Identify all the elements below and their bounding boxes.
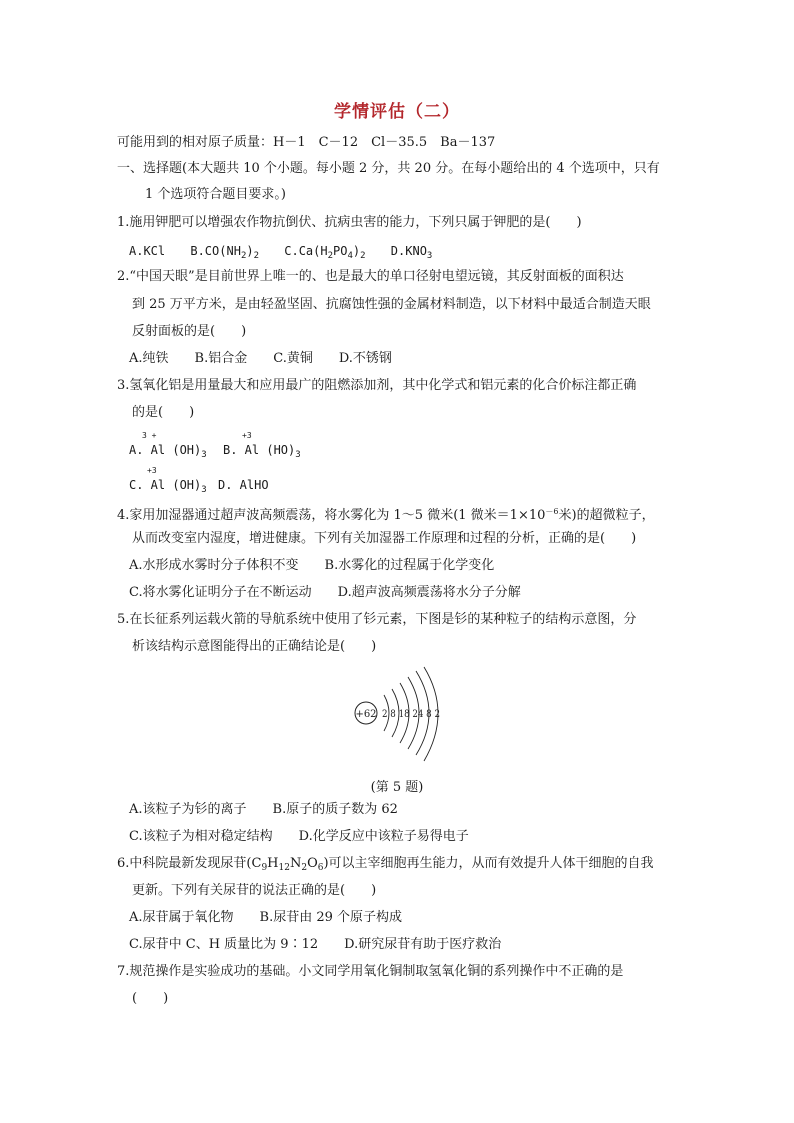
question-5-options-ab: A.该粒子为钐的离子 B.原子的质子数为 62 (129, 802, 398, 817)
question-5-line1: 5.在长征系列运载火箭的导航系统中使用了钐元素，下图是钐的某种粒子的结构示意图，分 (117, 612, 637, 627)
option-c-valence: +3 (147, 466, 157, 475)
question-6-options-cd: C.尿苷中 C、H 质量比为 9∶12 D.研究尿苷有助于医疗救治 (129, 937, 502, 952)
question-6-line2: 更新。下列有关尿苷的说法正确的是( ) (132, 883, 377, 898)
question-5-line2: 析该结构示意图能得出的正确结论是( ) (132, 639, 377, 654)
question-4-line2: 从而改变室内湿度，增进健康。下列有关加湿器工作原理和过程的分析，正确的是( ) (132, 531, 637, 546)
question-3-option-a: A. Al $(OH)_3$ (129, 443, 207, 460)
question-2-line3: 反射面板的是( ) (132, 324, 247, 339)
question-3-line1: 3.氢氧化铝是用量最大和应用最广的阻燃添加剂，其中化学式和铝元素的化合价标注都正确 (117, 378, 637, 393)
question-6-line1: 6.中科院最新发现尿苷$(C_9H_{12}N_2O_6)$可以主宰细胞再生能力，从而有效提升人体干细胞的自我 (117, 856, 654, 873)
question-6-options-ab: A.尿苷属于氧化物 B.尿苷由 29 个原子构成 (129, 910, 403, 925)
option-b: $B.CO(NH_2)_2$ (190, 244, 260, 261)
option-a-valence: 3 + (142, 431, 157, 440)
question-4-options-ab: A.水形成水雾时分子体积不变 B.水雾化的过程属于化学变化 (129, 558, 495, 573)
question-3-option-c: C. Al $(OH)_3$ (129, 478, 207, 495)
page-title: 学情评估（二） (334, 102, 460, 122)
section-heading-cont: 1 个选项符合题目要求。) (145, 187, 286, 202)
question-2-line1: 2.“中国天眼”是目前世界上唯一的、也是最大的单口径射电望远镜，其反射面板的面积达 (117, 269, 624, 284)
question-7-line2: ( ) (132, 991, 169, 1006)
question-4-options-cd: C.将水雾化证明分子在不断运动 D.超声波高频震荡将水分子分解 (129, 585, 521, 600)
question-5-options-cd: C.该粒子为相对稳定结构 D.化学反应中该粒子易得电子 (129, 829, 469, 844)
question-3-option-d: D. AlHO (218, 478, 269, 492)
question-3-line2: 的是( ) (132, 405, 195, 420)
section-heading: 一、选择题(本大题共 10 个小题。每小题 2 分，共 20 分。在每小题给出的 4 个选项中，只有 (117, 161, 660, 176)
question-7-line1: 7.规范操作是实验成功的基础。小文同学用氧化铜制取氢氧化铜的系列操作中不正确的是 (117, 964, 624, 979)
option-a: A.KCl (129, 244, 166, 258)
nucleus-charge: +62 (355, 709, 377, 720)
question-2-line2: 到 25 万平方米，是由轻盈坚固、抗腐蚀性强的金属材料制造，以下材料中最适合制造天眼 (132, 297, 651, 312)
option-d: $D.KNO_3$ (390, 244, 433, 261)
option-c: $C.Ca(H_2PO_4)_2$ (284, 244, 366, 261)
question-3-option-b: B. Al $(HO)_3$ (223, 443, 301, 460)
option-b-valence: +3 (242, 431, 252, 440)
figure-caption: (第 5 题) (370, 780, 424, 795)
question-4-line1: 4.家用加湿器通过超声波高频震荡，将水雾化为 1～5 微米(1 微米$=1\times 10^{-6}$米)的超微粒子， (117, 507, 655, 523)
electron-counts: 2 8 18 24 8 2 (382, 709, 440, 720)
question-1-options (129, 242, 432, 265)
question-2-options: A.纯铁 B.铝合金 C.黄铜 D.不锈钢 (129, 351, 392, 366)
atomic-structure-diagram (348, 665, 458, 765)
atomic-masses-note: 可能用到的相对原子质量：H－1 C－12 Cl－35.5 Ba－137 (117, 135, 496, 150)
question-1-stem: 1.施用钾肥可以增强农作物抗倒伏、抗病虫害的能力，下列只属于钾肥的是( ) (117, 215, 582, 230)
